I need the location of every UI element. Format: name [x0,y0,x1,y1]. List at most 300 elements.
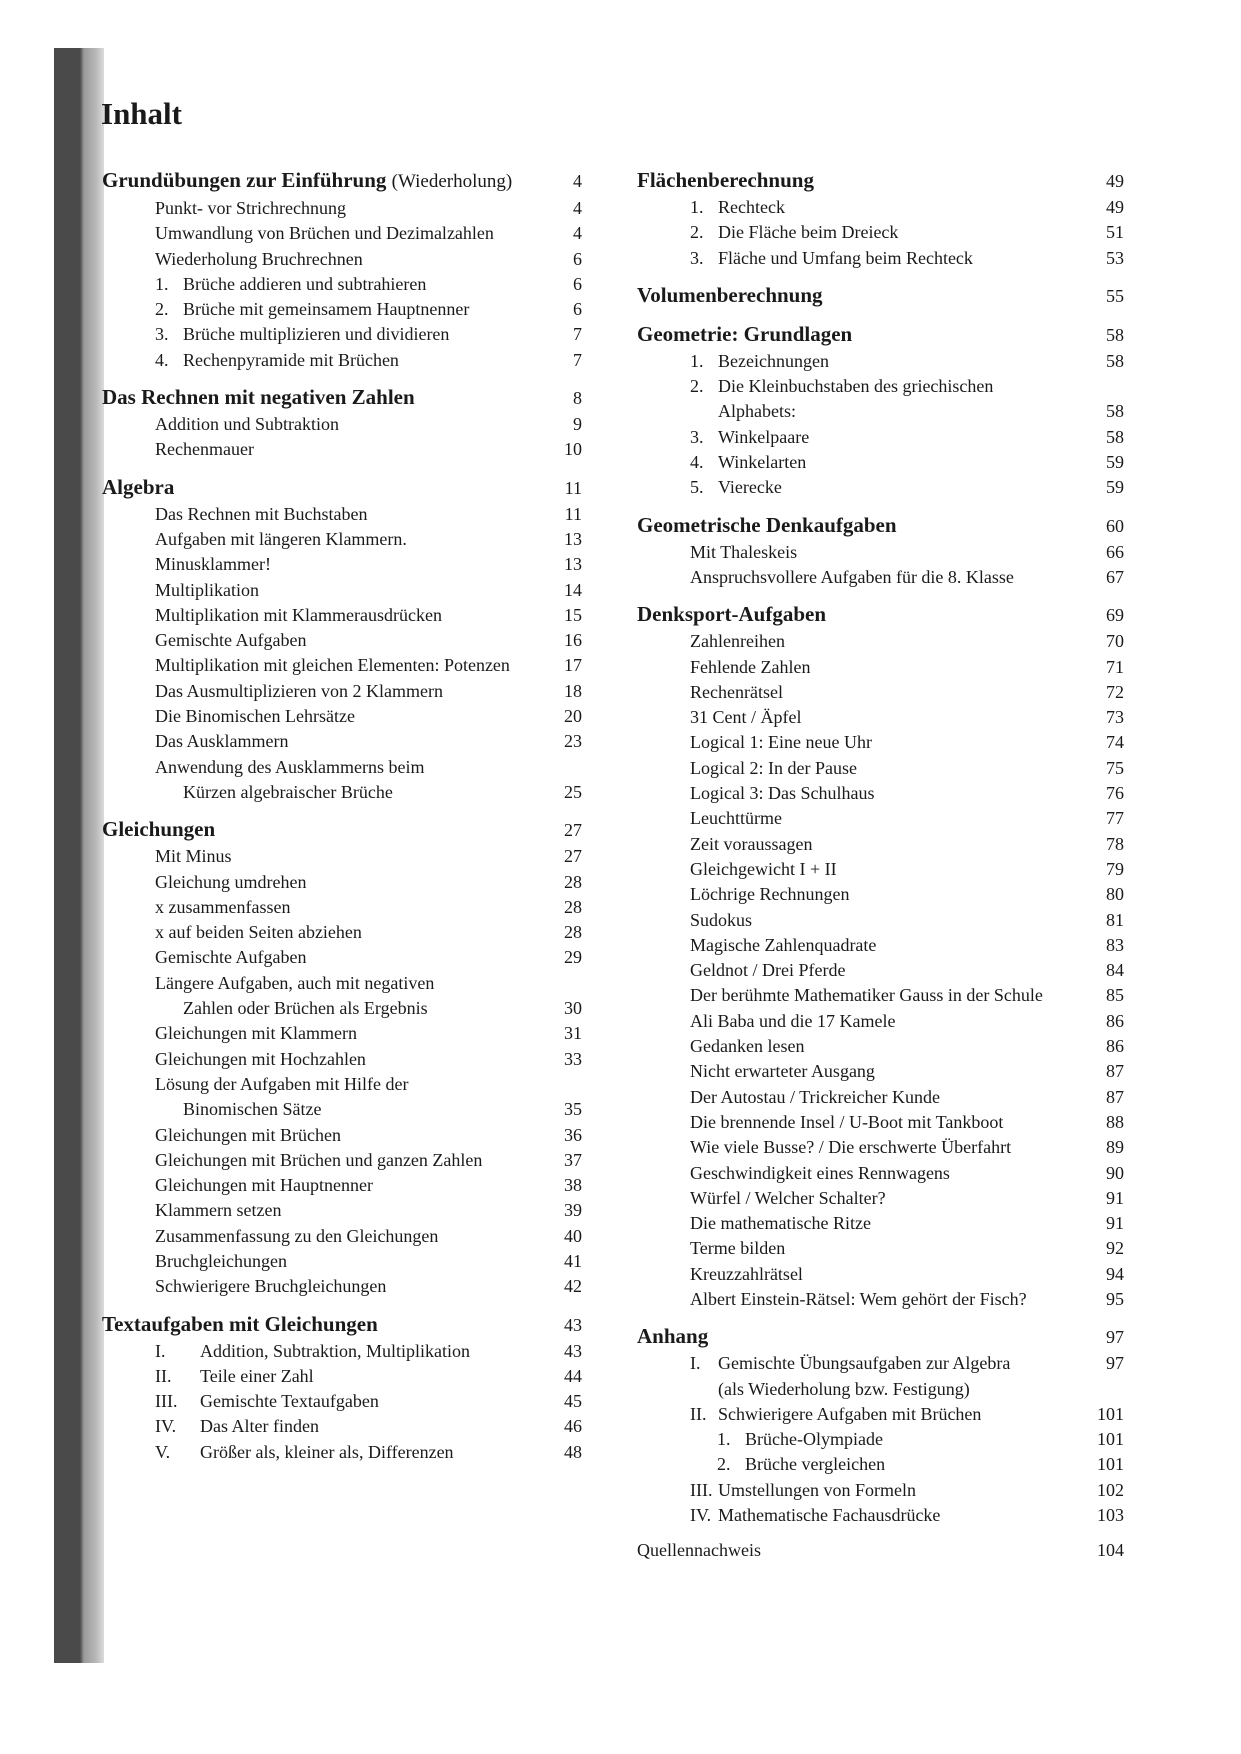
toc-entry[interactable] [637,374,1124,399]
entry-text: Addition und Subtraktion [155,414,339,435]
section-heading[interactable] [102,815,582,844]
entry-number: II. [155,1365,172,1386]
toc-entry[interactable] [102,437,582,462]
entry-page-number: 16 [564,630,582,651]
entry-text: Gleichungen mit Brüchen und ganzen Zahlen [155,1149,483,1170]
entry-label [155,1364,548,1389]
toc-entry[interactable] [637,756,1124,781]
toc-entry[interactable] [102,628,582,653]
entry-text: Würfel / Welcher Schalter? [690,1187,886,1208]
entry-page-number: 48 [564,1441,582,1462]
toc-entry[interactable] [102,348,582,373]
entry-label [690,882,1090,907]
toc-entry[interactable] [637,781,1124,806]
entry-page-number: 39 [564,1200,582,1221]
entry-page-number: 81 [1106,909,1124,930]
toc-entry[interactable] [102,870,582,895]
entry-number: I. [155,1340,166,1361]
entry-page-number: 30 [564,998,582,1019]
entry-page-number: 20 [564,706,582,727]
section-page-number: 11 [564,477,582,498]
toc-entry[interactable] [637,1186,1124,1211]
entry-number: V. [155,1441,171,1462]
toc-entry[interactable] [637,399,1124,424]
toc-section [637,511,1124,591]
section-title [102,383,415,411]
toc-entry[interactable] [102,1021,582,1046]
entry-label [690,1377,1090,1402]
entry-label [690,1009,1090,1034]
toc-entry[interactable] [102,1389,582,1414]
toc-section [637,320,1124,501]
entry-text: Logical 3: Das Schulhaus [690,783,875,804]
entry-label [155,247,548,272]
entry-text: Terme bilden [690,1238,786,1259]
toc-entry[interactable] [637,908,1124,933]
toc-entry[interactable] [637,933,1124,958]
section-title-text: Denksport-Aufgaben [637,602,827,627]
toc-entry[interactable] [102,1414,582,1439]
entry-text: Das Ausklammern [155,731,289,752]
toc-entry[interactable] [637,1478,1124,1503]
entry-label [717,1427,1090,1452]
toc-entry[interactable] [102,247,582,272]
entry-page-number: 77 [1106,808,1124,829]
entry-number: IV. [690,1505,712,1526]
section-heading[interactable] [102,166,582,196]
entry-text: Minusklammer! [155,554,271,575]
toc-entry[interactable] [637,857,1124,882]
entry-page-number: 27 [564,846,582,867]
entry-label [690,1402,1090,1427]
entry-number: 2. [690,376,704,397]
section-title-text: Textaufgaben mit Gleichungen [102,1311,378,1336]
toc-right-column [637,158,1124,1563]
toc-entry[interactable] [102,755,582,780]
entry-text: Nicht erwarteter Ausgang [690,1061,875,1082]
toc-entry[interactable] [102,1339,582,1364]
toc-entry[interactable] [637,629,1124,654]
entry-label [155,221,548,246]
toc-entry[interactable] [102,1097,582,1122]
toc-entry[interactable] [102,272,582,297]
toc-entry[interactable] [637,983,1124,1008]
toc-entry[interactable] [102,945,582,970]
toc-entry[interactable] [102,679,582,704]
entry-page-number: 23 [564,731,582,752]
entry-text: Die Binomischen Lehrsätze [155,706,355,727]
toc-entry[interactable] [637,1161,1124,1186]
entry-page-number: 102 [1097,1479,1124,1500]
entry-page-number: 88 [1106,1111,1124,1132]
toc-entry[interactable] [637,540,1124,565]
toc-section [637,281,1124,310]
section-heading[interactable] [637,320,1124,349]
toc-entry[interactable] [102,603,582,628]
entry-page-number: 58 [1106,426,1124,447]
entry-page-number: 4 [573,223,582,244]
footer-page-number: 104 [1097,1540,1124,1561]
toc-entry[interactable] [637,1452,1124,1477]
section-page-number: 69 [1106,605,1124,626]
entry-text: Löchrige Rechnungen [690,884,850,905]
entry-text: Rechenrätsel [690,681,783,702]
toc-section [637,600,1124,1312]
entry-label [155,1339,548,1364]
entry-page-number: 9 [573,414,582,435]
entry-text: Der berühmte Mathematiker Gauss in der Schule [690,985,1043,1006]
toc-entry[interactable] [637,1059,1124,1084]
toc-entry[interactable] [637,1009,1124,1034]
entry-page-number: 6 [573,248,582,269]
toc-section [102,1310,582,1465]
entry-text: Gemischte Aufgaben [155,947,307,968]
entry-page-number: 14 [564,579,582,600]
section-heading[interactable] [102,473,582,502]
entry-number: 3. [690,426,704,447]
section-page-number: 60 [1106,515,1124,536]
toc-entry[interactable] [637,680,1124,705]
entry-page-number: 46 [564,1416,582,1437]
entry-label [690,475,1090,500]
toc-entry[interactable] [637,1427,1124,1452]
toc-entry[interactable] [637,1262,1124,1287]
toc-entry[interactable] [637,806,1124,831]
entry-text: Bruchgleichungen [155,1250,287,1271]
entry-text: Lösung der Aufgaben mit Hilfe der [155,1073,409,1094]
entry-label [155,628,548,653]
toc-entry[interactable] [102,653,582,678]
section-page-number: 4 [573,171,582,191]
entry-label [155,552,548,577]
entry-page-number: 28 [564,896,582,917]
entry-text: Brüche vergleichen [745,1454,886,1475]
toc-entry[interactable] [102,844,582,869]
section-title [102,815,215,843]
section-title [102,1310,378,1338]
toc-entry[interactable] [637,195,1124,220]
toc-entry[interactable] [637,1287,1124,1312]
section-title [637,1322,708,1350]
toc-entry[interactable] [102,729,582,754]
entry-page-number: 10 [564,439,582,460]
entry-text: Fehlende Zahlen [690,656,811,677]
entry-label [690,565,1090,590]
footer-entry[interactable] [637,1538,1124,1563]
entry-text: Zahlen oder Brüchen als Ergebnis [183,998,428,1019]
entry-label [690,655,1090,680]
entry-number: 1. [690,350,704,371]
entry-label [155,502,548,527]
entry-text: Addition, Subtraktion, Multiplikation [200,1340,470,1361]
entry-label [155,920,548,945]
entry-text: Die Kleinbuchstaben des griechischen [718,376,994,397]
entry-label [155,1021,548,1046]
entry-text: Albert Einstein-Rätsel: Wem gehört der Fisch? [690,1288,1027,1309]
toc-entry[interactable] [637,1402,1124,1427]
entry-text: Aufgaben mit längeren Klammern. [155,528,407,549]
entry-number: 1. [717,1429,731,1450]
section-heading[interactable] [637,281,1124,310]
entry-label [155,1072,548,1097]
entry-label [690,1135,1090,1160]
entry-label [155,1173,548,1198]
toc-entry[interactable] [637,832,1124,857]
entry-text: Gleichungen mit Klammern [155,1023,357,1044]
entry-page-number: 87 [1106,1061,1124,1082]
entry-label [690,1351,1090,1376]
entry-text: Vierecke [718,477,782,498]
entry-page-number: 97 [1106,1353,1124,1374]
toc-section [102,473,582,806]
toc-entry[interactable] [102,704,582,729]
entry-page-number: 33 [564,1048,582,1069]
toc-entry[interactable] [637,1236,1124,1261]
toc-entry[interactable] [637,425,1124,450]
section-heading[interactable] [102,1310,582,1339]
toc-entry[interactable] [102,297,582,322]
entry-page-number: 75 [1106,757,1124,778]
toc-entry[interactable] [102,971,582,996]
entry-text: Zusammenfassung zu den Gleichungen [155,1225,439,1246]
entry-page-number: 101 [1097,1403,1124,1424]
entry-page-number: 80 [1106,884,1124,905]
entry-text: Gemischte Übungsaufgaben zur Algebra [718,1353,1011,1374]
section-title-text: Das Rechnen mit negativen Zahlen [102,385,415,410]
toc-entry[interactable] [102,996,582,1021]
toc-entry[interactable] [102,1364,582,1389]
entry-label [690,399,1090,424]
toc-section [102,383,582,463]
entry-label [690,1287,1090,1312]
toc-entry[interactable] [102,780,582,805]
entry-label [155,971,548,996]
entry-number: 2. [717,1454,731,1475]
entry-text: Winkelpaare [718,426,810,447]
entry-page-number: 41 [564,1250,582,1271]
entry-text: Schwierigere Aufgaben mit Brüchen [718,1403,982,1424]
entry-text: Mit Thaleskeis [690,541,798,562]
entry-page-number: 67 [1106,566,1124,587]
entry-text: Fläche und Umfang beim Rechteck [718,247,973,268]
entry-label [690,1503,1090,1528]
entry-text: Die brennende Insel / U-Boot mit Tankboot [690,1111,1004,1132]
entry-text: Gleichungen mit Brüchen [155,1124,341,1145]
entry-text: Logical 1: Eine neue Uhr [690,732,872,753]
toc-entry[interactable] [102,196,582,221]
entry-page-number: 28 [564,922,582,943]
toc-entry[interactable] [637,1085,1124,1110]
toc-section [102,815,582,1299]
entry-page-number: 25 [564,781,582,802]
entry-label [690,857,1090,882]
entry-number: 4. [690,452,704,473]
toc-entry[interactable] [102,1249,582,1274]
toc-entry[interactable] [102,412,582,437]
entry-text: Gleichungen mit Hochzahlen [155,1048,366,1069]
toc-entry[interactable] [637,1110,1124,1135]
entry-number: III. [690,1479,713,1500]
entry-label [155,704,548,729]
toc-entry[interactable] [102,322,582,347]
entry-page-number: 74 [1106,732,1124,753]
entry-page-number: 78 [1106,833,1124,854]
entry-label [155,196,548,221]
entry-page-number: 92 [1106,1238,1124,1259]
entry-page-number: 58 [1106,350,1124,371]
entry-page-number: 59 [1106,452,1124,473]
entry-page-number: 15 [564,604,582,625]
entry-number: 2. [690,222,704,243]
toc-entry[interactable] [637,1503,1124,1528]
section-title-text: Geometrische Denkaufgaben [637,512,897,537]
entry-text: Gleichung umdrehen [155,871,307,892]
toc-entry[interactable] [102,1173,582,1198]
entry-page-number: 91 [1106,1187,1124,1208]
entry-label [155,1249,548,1274]
entry-text: Multiplikation [155,579,260,600]
entry-text: Mathematische Fachausdrücke [718,1505,941,1526]
entry-label [690,1085,1090,1110]
toc-entry[interactable] [102,527,582,552]
entry-text: Multiplikation mit gleichen Elementen: Potenzen [155,655,510,676]
toc-entry[interactable] [102,1047,582,1072]
entry-label [155,1097,548,1122]
entry-page-number: 89 [1106,1137,1124,1158]
section-page-number: 97 [1106,1327,1124,1348]
toc-entry[interactable] [102,1274,582,1299]
entry-number: 1. [690,197,704,217]
entry-text: Gemischte Textaufgaben [200,1391,379,1412]
entry-page-number: 36 [564,1124,582,1145]
entry-label [155,729,548,754]
toc-entry[interactable] [637,882,1124,907]
entry-label [690,730,1090,755]
entry-text: (als Wiederholung bzw. Festigung) [718,1378,970,1399]
page-title: Inhalt [101,96,182,131]
toc-entry[interactable] [637,705,1124,730]
section-title [637,320,852,348]
toc-entry[interactable] [637,565,1124,590]
footer-text: Quellennachweis [637,1540,761,1561]
entry-label [155,322,548,347]
entry-label [690,349,1090,374]
section-heading[interactable] [637,511,1124,540]
toc-entry[interactable] [637,1211,1124,1236]
toc-entry[interactable] [102,1072,582,1097]
toc-entry[interactable] [637,730,1124,755]
toc-entry[interactable] [637,1351,1124,1376]
toc-entry[interactable] [102,1440,582,1465]
entry-page-number: 70 [1106,631,1124,652]
entry-number: 3. [690,247,704,268]
toc-entry[interactable] [102,895,582,920]
entry-number: III. [155,1391,178,1412]
toc-entry[interactable] [102,578,582,603]
entry-number: I. [690,1353,701,1374]
section-heading[interactable] [102,383,582,412]
toc-entry[interactable] [102,1224,582,1249]
entry-label [155,1224,548,1249]
entry-label [690,958,1090,983]
entry-page-number: 11 [564,503,582,524]
toc-entry[interactable] [637,246,1124,271]
entry-page-number: 86 [1106,1010,1124,1031]
entry-page-number: 91 [1106,1213,1124,1234]
toc-entry[interactable] [102,1123,582,1148]
toc-entry[interactable] [102,920,582,945]
entry-text: Das Ausmultiplizieren von 2 Klammern [155,680,443,701]
entry-label [155,1389,548,1414]
entry-page-number: 37 [564,1149,582,1170]
entry-label [690,1478,1090,1503]
toc-entry[interactable] [102,502,582,527]
toc-entry[interactable] [637,450,1124,475]
toc-section [637,166,1124,271]
section-title-text: Anhang [637,1324,709,1349]
entry-number: 4. [155,349,169,370]
entry-label [690,195,1090,220]
entry-number: 5. [690,477,704,498]
entry-label [155,1047,548,1072]
toc-entry[interactable] [637,1377,1124,1402]
entry-page-number: 66 [1106,541,1124,562]
entry-label [155,1274,548,1299]
toc-entry[interactable] [102,552,582,577]
entry-page-number: 28 [564,871,582,892]
section-title-text: Volumenberechnung [637,282,823,307]
entry-text: Die mathematische Ritze [690,1213,871,1234]
entry-label [155,348,548,373]
entry-label [155,679,548,704]
toc-entry[interactable] [637,220,1124,245]
entry-number: II. [690,1403,707,1424]
entry-page-number: 101 [1097,1429,1124,1450]
entry-text: Alphabets: [718,401,796,422]
entry-text: Mit Minus [155,846,232,867]
toc-entry[interactable] [637,655,1124,680]
entry-text: Größer als, kleiner als, Differenzen [200,1441,454,1462]
section-heading[interactable] [637,166,1124,195]
entry-label [155,412,548,437]
entry-page-number: 31 [564,1023,582,1044]
entry-text: Winkelarten [718,452,807,473]
toc-entry[interactable] [637,1135,1124,1160]
entry-number: 3. [155,324,169,345]
section-title [637,600,826,628]
toc-entry[interactable] [102,1198,582,1223]
toc-entry[interactable] [637,958,1124,983]
entry-text: Teile einer Zahl [200,1365,314,1386]
toc-entry[interactable] [637,475,1124,500]
entry-number: IV. [155,1416,177,1437]
entry-page-number: 73 [1106,707,1124,728]
entry-text: Binomischen Sätze [183,1099,322,1120]
entry-page-number: 45 [564,1391,582,1412]
entry-label [690,908,1090,933]
section-heading[interactable] [637,1322,1124,1351]
entry-text: Der Autostau / Trickreicher Kunde [690,1086,940,1107]
entry-label [155,996,548,1021]
toc-entry[interactable] [102,221,582,246]
section-title [637,166,814,194]
toc-entry[interactable] [637,1034,1124,1059]
entry-text: Brüche-Olympiade [745,1429,883,1450]
toc-entry[interactable] [637,349,1124,374]
toc-entry[interactable] [102,1148,582,1173]
section-heading[interactable] [637,600,1124,629]
section-subtitle: (Wiederholung) [391,171,513,192]
